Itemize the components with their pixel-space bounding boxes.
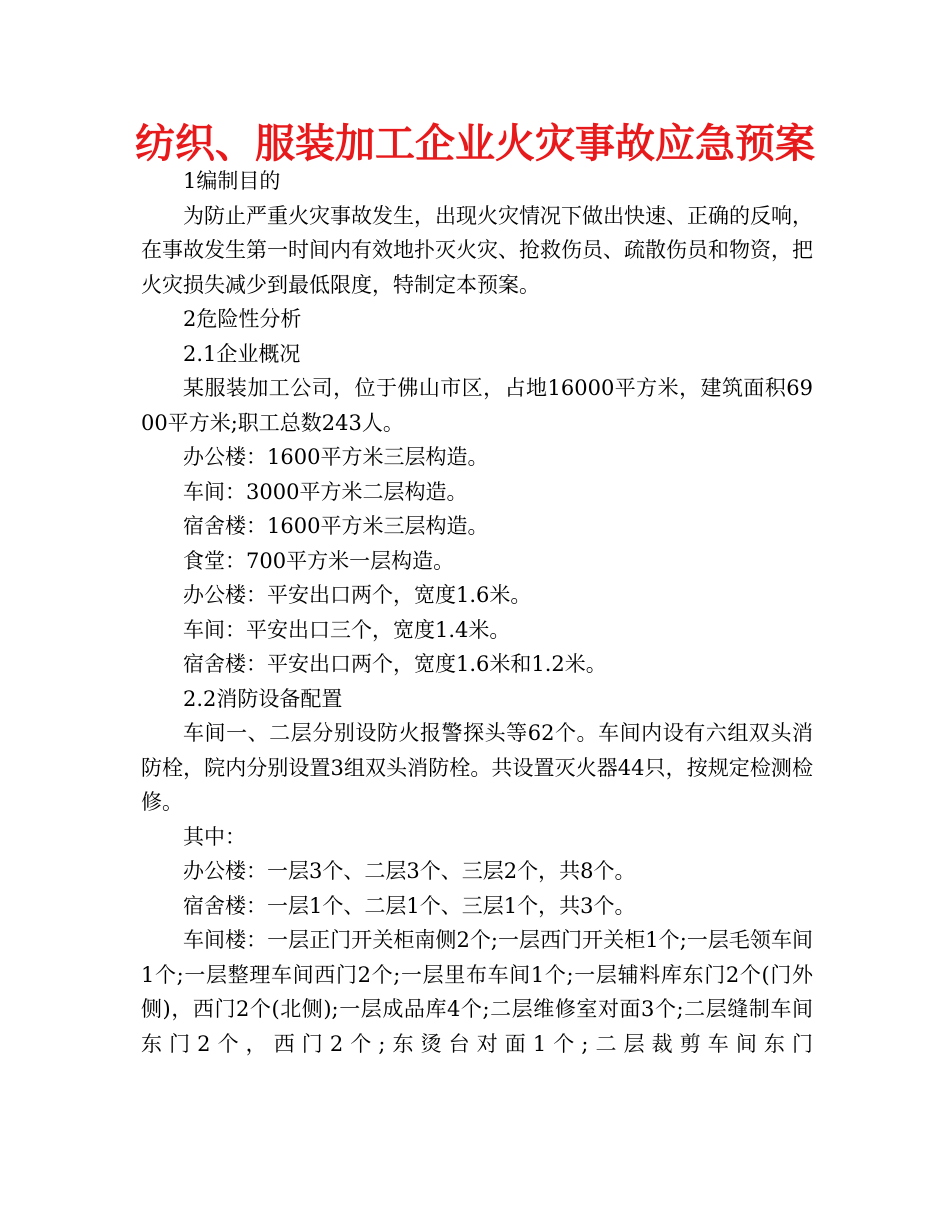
line-office-building: 办公楼：1600平方米三层构造。 [183, 445, 489, 469]
line-dormitory-extinguishers: 宿舍楼：一层1个、二层1个、三层1个，共3个。 [183, 893, 636, 918]
line-workshop: 车间：3000平方米二层构造。 [183, 479, 468, 504]
heading-company-overview: 2.1企业概况 [183, 341, 301, 366]
document-title: 纺织、服装加工企业火灾事故应急预案 [135, 121, 815, 167]
heading-purpose: 1编制目的 [183, 169, 281, 193]
heading-risk-analysis: 2危险性分析 [183, 307, 302, 331]
line-canteen: 食堂：700平方米一层构造。 [183, 548, 455, 573]
document-body [141, 164, 813, 1061]
line-office-exits: 办公楼：平安出口两个，宽度1.6米。 [183, 583, 532, 607]
paragraph-workshop-extinguishers: 车间楼：一层正门开关柜南侧2个;一层西门开关柜1个;一层毛领车间1个;一层整理车间西门2个;一层里布车间1个;一层辅料库东门2个(门外侧)，西门2个(北侧);一层成品库4个;二层维修室对面3个;二层缝制车间东门2个，西门2个;东烫台对面1个;二层裁剪车间东门 [141, 928, 813, 1056]
line-office-extinguishers: 办公楼：一层3个、二层3个、三层2个，共8个。 [183, 859, 636, 883]
paragraph-fire-equipment: 车间一、二层分别设防火报警探头等62个。车间内设有六组双头消防栓，院内分别设置3组双头消防栓。共设置灭火器44只，按规定检测检修。 [141, 721, 813, 814]
heading-fire-equipment: 2.2消防设备配置 [183, 686, 343, 711]
line-workshop-exits: 车间：平安出口三个，宽度1.4米。 [183, 617, 511, 642]
line-dormitory: 宿舍楼：1600平方米三层构造。 [183, 514, 489, 538]
line-among-them: 其中： [183, 824, 246, 849]
paragraph-purpose: 为防止严重火灾事故发生，出现火灾情况下做出快速、正确的反响，在事故发生第一时间内有效地扑灭火灾、抢救伤员、疏散伤员和物资，把火灾损失减少到最低限度，特制定本预案。 [141, 203, 813, 297]
paragraph-company-overview: 某服装加工公司，位于佛山市区，占地16000平方米，建筑面积6900平方米;职工总数243人。 [141, 376, 813, 435]
line-dormitory-exits: 宿舍楼：平安出口两个，宽度1.6米和1.2米。 [183, 652, 607, 676]
